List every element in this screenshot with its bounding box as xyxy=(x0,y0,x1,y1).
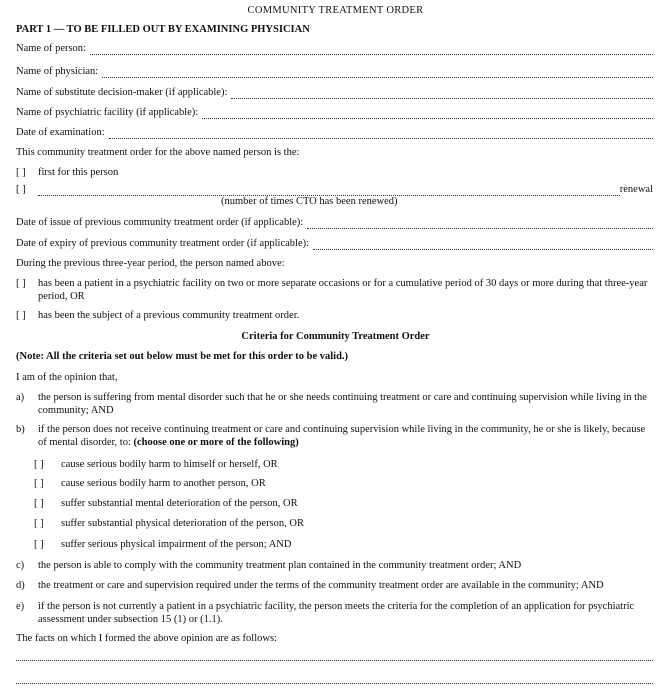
prev-expiry-label: Date of expiry of previous community treatment order (if applicable): xyxy=(16,238,310,249)
criterion-c-label: c) xyxy=(16,560,25,571)
b-option-4-checkbox[interactable]: [ ] xyxy=(34,518,44,529)
b-option-3-checkbox[interactable]: [ ] xyxy=(34,498,44,509)
first-option-label: first for this person xyxy=(38,167,119,178)
facts-line-1[interactable] xyxy=(16,659,653,661)
renewal-label: renewal xyxy=(619,184,653,195)
name-of-person-row xyxy=(16,43,653,55)
three-year-opt1-checkbox[interactable]: [ ] xyxy=(16,278,26,289)
sdm-row xyxy=(16,87,653,99)
prev-issue-row xyxy=(16,217,653,229)
name-of-physician-label: Name of physician: xyxy=(16,66,99,77)
three-year-opt2-checkbox[interactable]: [ ] xyxy=(16,310,26,321)
criterion-d-text: the treatment or care and supervision required under the terms of the community treatment order are available in the community; AND xyxy=(38,580,604,591)
b-option-5-label: suffer serious physical impairment of the person; AND xyxy=(61,539,292,550)
exam-date-row xyxy=(16,127,653,139)
prev-expiry-field[interactable] xyxy=(313,240,653,250)
facts-intro: The facts on which I formed the above opinion are as follows: xyxy=(16,633,277,644)
cto-statement: This community treatment order for the above named person is the: xyxy=(16,147,300,158)
three-year-intro: During the previous three-year period, the person named above: xyxy=(16,258,285,269)
b-option-2-label: cause serious bodily harm to another person, OR xyxy=(61,478,266,489)
criterion-a-text: the person is suffering from mental disorder such that he or she needs continuing treatment or care and continuing supervision while living in the community; AND xyxy=(38,392,647,416)
b-option-2-checkbox[interactable]: [ ] xyxy=(34,478,44,489)
facility-field[interactable] xyxy=(202,109,653,119)
exam-date-field[interactable] xyxy=(109,129,653,139)
facts-line-2[interactable] xyxy=(16,682,653,684)
three-year-opt1-text: has been a patient in a psychiatric facility on two or more separate occasions or for a cumulative period of 30 days or more during that three-year period, OR xyxy=(38,278,648,302)
b-option-3-label: suffer substantial mental deterioration of the person, OR xyxy=(61,498,298,509)
criteria-heading: Criteria for Community Treatment Order xyxy=(241,331,430,342)
name-of-physician-row xyxy=(16,66,653,78)
criterion-b-label: b) xyxy=(16,424,25,435)
criterion-b-body: if the person does not receive continuing treatment or care and continuing supervision while living in the community, he or she is likely, because of mental disorder, to: xyxy=(38,424,646,448)
opinion-intro: I am of the opinion that, xyxy=(16,372,118,383)
criterion-e-label: e) xyxy=(16,601,25,612)
first-checkbox[interactable]: [ ] xyxy=(16,167,26,178)
b-option-1-label: cause serious bodily harm to himself or herself, OR xyxy=(61,459,278,470)
renewal-checkbox[interactable]: [ ] xyxy=(16,184,26,195)
criterion-b-text xyxy=(38,424,650,449)
sdm-label: Name of substitute decision-maker (if applicable): xyxy=(16,87,228,98)
renewal-count-field[interactable] xyxy=(38,186,620,196)
exam-date-label: Date of examination: xyxy=(16,127,105,138)
b-option-5-checkbox[interactable]: [ ] xyxy=(34,539,44,550)
name-of-person-label: Name of person: xyxy=(16,43,86,54)
criterion-c-text: the person is able to comply with the community treatment plan contained in the community treatment order; AND xyxy=(38,560,522,571)
name-of-physician-field[interactable] xyxy=(102,68,653,78)
facility-label: Name of psychiatric facility (if applicable): xyxy=(16,107,199,118)
prev-expiry-row xyxy=(16,238,653,250)
name-of-person-field[interactable] xyxy=(90,45,653,55)
criteria-note: (Note: All the criteria set out below must be met for this order to be valid.) xyxy=(16,351,349,362)
part1-heading: PART 1 — TO BE FILLED OUT BY EXAMINING PHYSICIAN xyxy=(16,24,310,35)
renewal-row xyxy=(38,184,653,196)
prev-issue-field[interactable] xyxy=(307,219,653,229)
form-title: COMMUNITY TREATMENT ORDER xyxy=(247,5,424,16)
criterion-e-text: if the person is not currently a patient in a psychiatric facility, the person meets the criteria for the completion of an application for psychiatric assessment under subsection 15 (1) or (1.1). xyxy=(38,601,635,625)
facility-row xyxy=(16,107,653,119)
b-option-4-label: suffer substantial physical deterioration of the person, OR xyxy=(61,518,304,529)
renewal-note: (number of times CTO has been renewed) xyxy=(221,196,398,207)
b-option-1-checkbox[interactable]: [ ] xyxy=(34,459,44,470)
criterion-a-label: a) xyxy=(16,392,25,403)
criterion-b-instruction: (choose one or more of the following) xyxy=(133,436,299,448)
sdm-field[interactable] xyxy=(231,89,653,99)
criterion-d-label: d) xyxy=(16,580,25,591)
prev-issue-label: Date of issue of previous community treatment order (if applicable): xyxy=(16,217,304,228)
three-year-opt2-text: has been the subject of a previous community treatment order. xyxy=(38,310,300,321)
